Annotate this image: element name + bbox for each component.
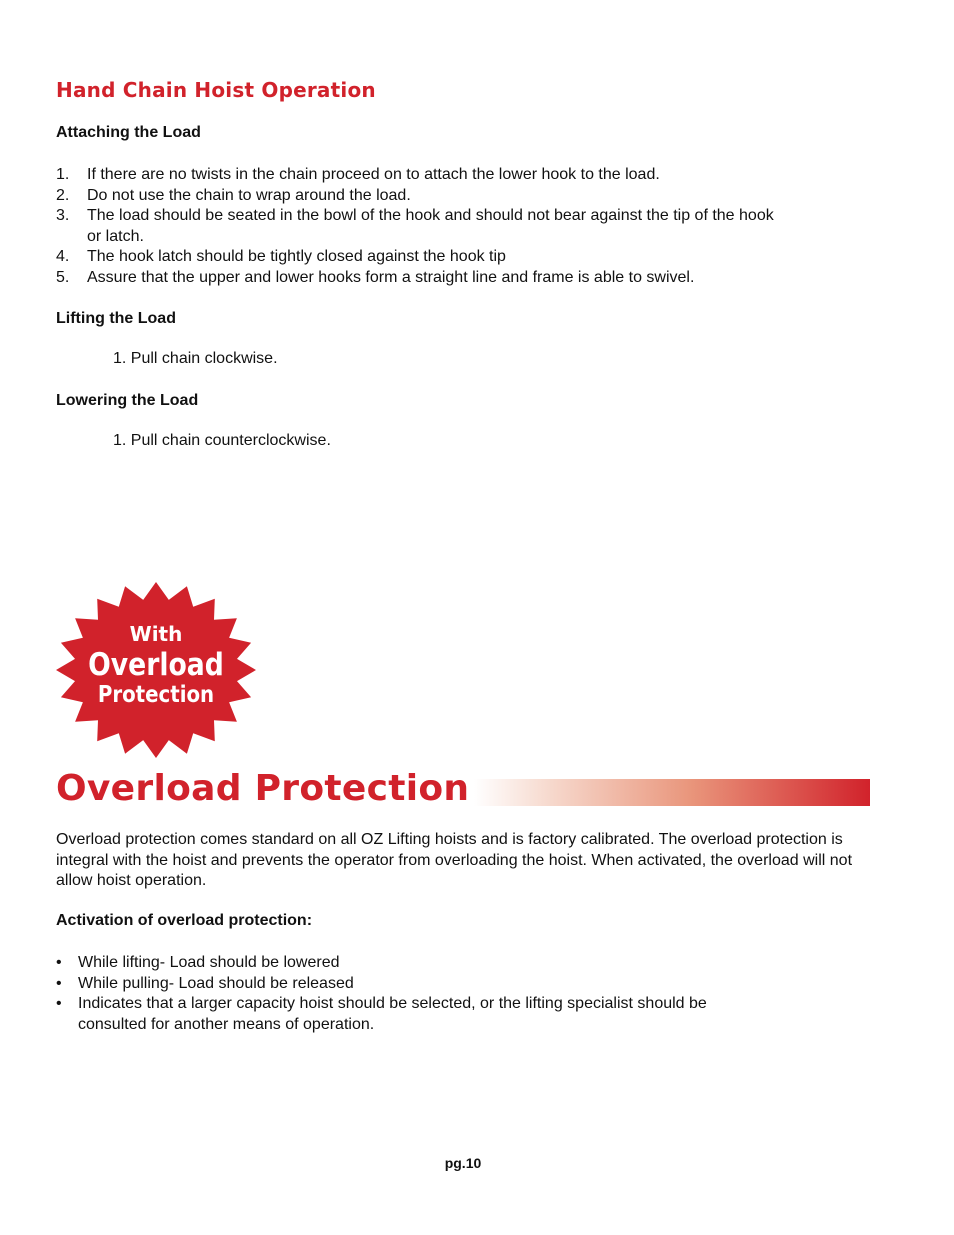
- overload-paragraph: Overload protection comes standard on all OZ Lifting hoists and is factory calibrated. The overload protection is integral with the hoist and prevents the operator from overloading the hoist. When activated, the overload will not allow hoist operation.: [56, 831, 853, 890]
- bullet-text: While pulling- Load should be released: [78, 974, 354, 992]
- bullet-item: [56, 994, 776, 1035]
- section-heading: Hand Chain Hoist Operation: [56, 78, 376, 102]
- list-text: Do not use the chain to wrap around the load.: [87, 186, 411, 204]
- lowering-title: Lowering the Load: [56, 392, 199, 409]
- bullet-icon: •: [56, 954, 62, 971]
- activation-list: [56, 953, 776, 1035]
- activation-title: Activation of overload protection:: [56, 912, 313, 929]
- bullet-text: Indicates that a larger capacity hoist should be selected, or the lifting specialist should be consulted for another means of operation.: [78, 995, 707, 1033]
- attaching-title: Attaching the Load: [56, 124, 201, 141]
- badge-line-overload: Overload: [88, 646, 224, 683]
- lifting-step: 1. Pull chain clockwise.: [113, 350, 278, 367]
- lifting-title: Lifting the Load: [56, 310, 176, 327]
- overload-badge: [55, 582, 257, 758]
- badge-line-with: With: [129, 622, 183, 646]
- list-number: 3.: [56, 207, 70, 225]
- lowering-step: 1. Pull chain counterclockwise.: [113, 432, 331, 449]
- list-item: [56, 247, 776, 268]
- badge-line-protection: Protection: [97, 681, 215, 709]
- list-item: [56, 268, 776, 289]
- overload-title: Overload Protection: [56, 768, 470, 809]
- list-number: 5.: [56, 268, 70, 286]
- list-item: [56, 186, 776, 207]
- bullet-icon: •: [56, 995, 62, 1013]
- bullet-text: While lifting- Load should be lowered: [78, 954, 340, 971]
- list-text: If there are no twists in the chain proceed on to attach the lower hook to the load.: [87, 166, 660, 183]
- list-text: The load should be seated in the bowl of the hook and should not bear against the tip of the hook or latch.: [87, 207, 774, 245]
- list-text: The hook latch should be tightly closed against the hook tip: [87, 248, 506, 266]
- list-item: [56, 206, 776, 247]
- list-number: 2.: [56, 186, 70, 204]
- list-text: Assure that the upper and lower hooks form a straight line and frame is able to swivel.: [87, 268, 695, 286]
- bullet-item: [56, 974, 776, 995]
- page-number: pg.10: [444, 1155, 482, 1171]
- list-number: 1.: [56, 166, 70, 183]
- attaching-list: [56, 165, 776, 289]
- title-gradient-bar: [474, 779, 870, 806]
- bullet-icon: •: [56, 974, 62, 992]
- list-number: 4.: [56, 248, 70, 266]
- list-item: [56, 165, 776, 186]
- bullet-item: [56, 953, 776, 974]
